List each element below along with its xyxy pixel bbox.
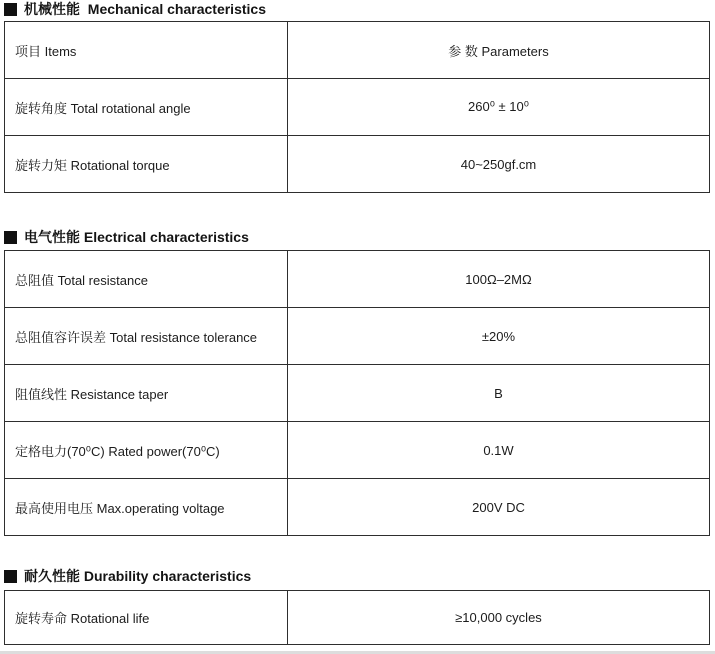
value-cell: 40~250gf.cm (460, 156, 537, 172)
value-cell: 0.1W (483, 442, 514, 458)
table-row (5, 251, 709, 307)
section-title-electrical (4, 229, 249, 246)
item-cell: 项目 Items (5, 22, 288, 78)
value-cell: 参 数 Parameters (448, 43, 549, 59)
item-cell: 旋转角度 Total rotational angle (5, 79, 288, 135)
section-title-text: 机械性能 Mechanical characteristics (24, 1, 266, 17)
section-title-text: 电气性能 Electrical characteristics (24, 229, 249, 245)
value-cell: 260⁰ ± 10⁰ (468, 99, 529, 114)
item-cell: 旋转寿命 Rotational life (5, 591, 288, 644)
item-cell: 定格电力(70⁰C) Rated power(70⁰C) (5, 422, 288, 478)
black-square-icon (4, 570, 17, 583)
value-cell: 100Ω–2MΩ (465, 271, 532, 287)
table-row (5, 22, 709, 78)
durability-table (4, 590, 710, 645)
table-row (5, 78, 709, 135)
table-row (5, 135, 709, 192)
section-title-durability (4, 568, 251, 585)
electrical-table (4, 250, 710, 536)
section-title-mechanical (4, 1, 266, 18)
table-row (5, 364, 709, 421)
value-cell: ±20% (481, 328, 516, 344)
black-square-icon (4, 231, 17, 244)
value-cell: ≥10,000 cycles (455, 610, 542, 625)
black-square-icon (4, 3, 17, 16)
item-cell: 总阻值 Total resistance (5, 251, 288, 307)
table-row (5, 307, 709, 364)
table-row (5, 478, 709, 535)
item-cell: 阻值线性 Resistance taper (5, 365, 288, 421)
item-cell: 最高使用电压 Max.operating voltage (5, 479, 288, 535)
mechanical-table (4, 21, 710, 193)
section-title-text: 耐久性能 Durability characteristics (24, 568, 252, 584)
table-row (5, 421, 709, 478)
table-row (5, 591, 709, 644)
item-cell: 总阻值容许误差 Total resistance tolerance (5, 308, 288, 364)
value-cell: 200V DC (472, 499, 525, 515)
value-cell: B (494, 385, 503, 401)
item-cell: 旋转力矩 Rotational torque (5, 136, 288, 192)
